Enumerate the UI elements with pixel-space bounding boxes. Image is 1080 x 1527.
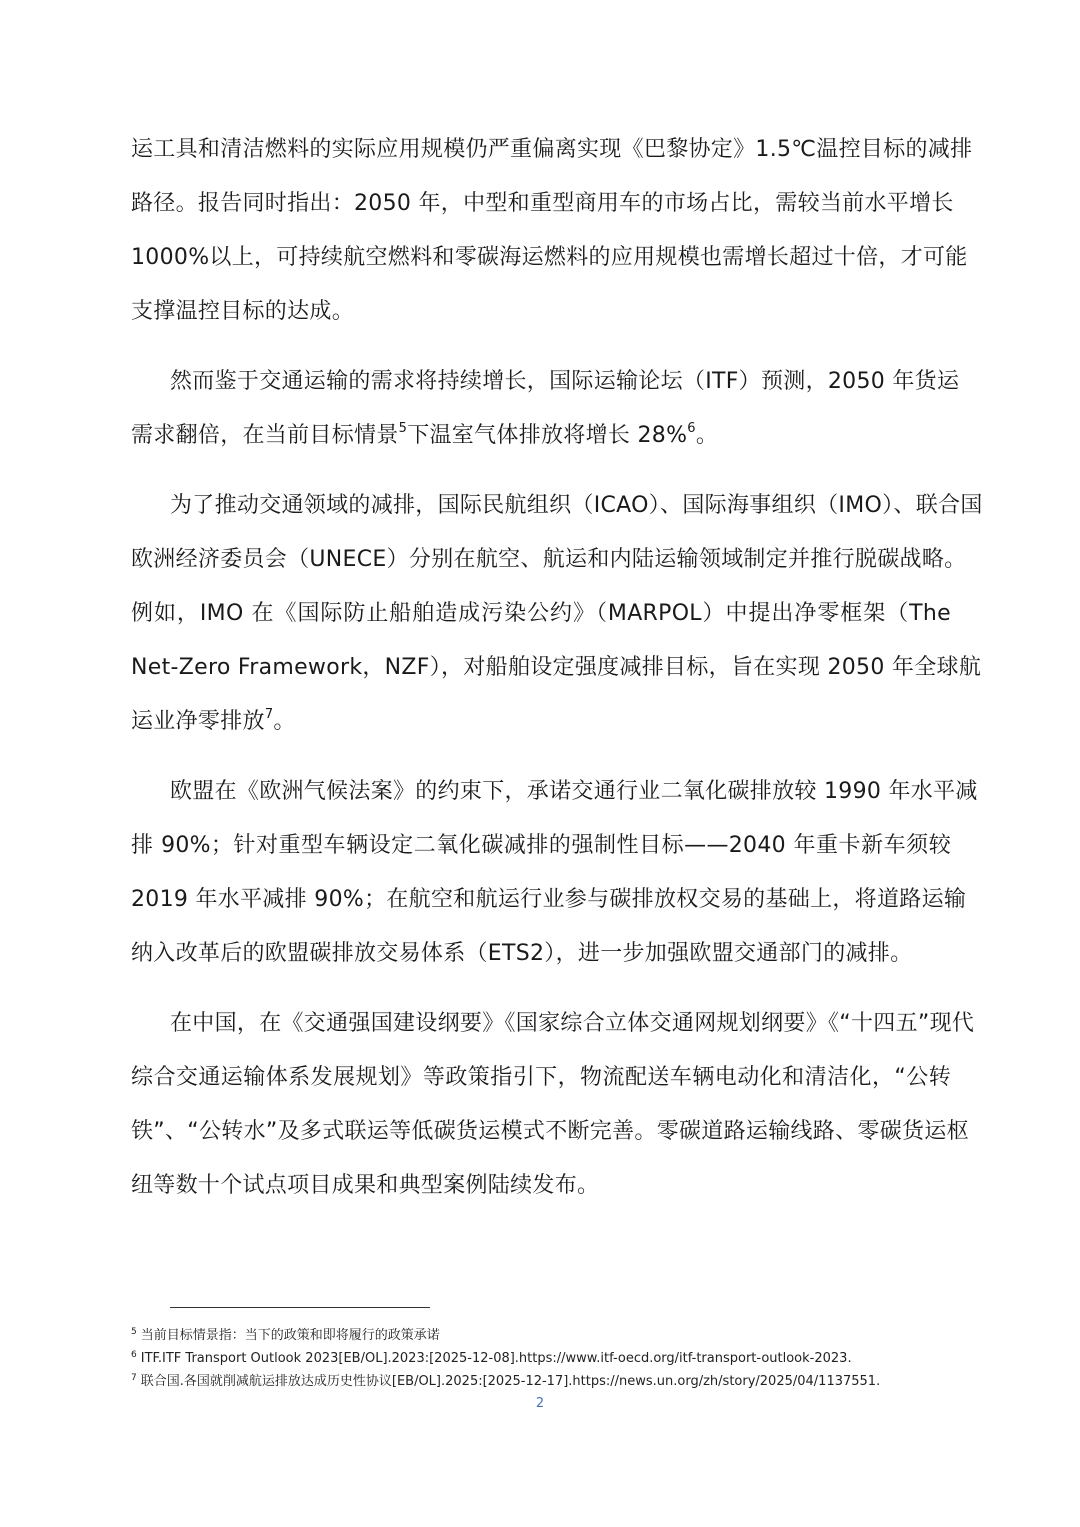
body-text: 下温室气体排放将增长 28% [407,423,688,448]
body-line: 欧洲经济委员会（UNECE）分别在航空、航运和内陆运输领域制定并推行脱碳战略。 [131,547,967,572]
body-line: 1000%以上，可持续航空燃料和零碳海运燃料的应用规模也需增长超过十倍，才可能 [131,245,968,270]
body-line: 铁”、“公转水”及多式联运等低碳货运模式不断完善。零碳道路运输线路、零碳货运枢 [131,1119,969,1144]
body-line: 路径。报告同时指出：2050 年，中型和重型商用车的市场占比，需较当前水平增长 [131,191,954,216]
body-text: 。 [695,423,719,448]
footnote-5 [131,1326,961,1346]
body-line-with-refs [131,704,951,740]
footnote-separator [170,1307,430,1308]
body-line: 2019 年水平减排 90%；在航空和航运行业参与碳排放权交易的基础上，将道路运输 [131,887,967,912]
body-line: 支撑温控目标的达成。 [131,299,355,324]
footnote-ref[interactable]: 5 [398,420,408,436]
body-line: 为了推动交通领域的减排，国际民航组织（ICAO）、国际海事组织（IMO）、联合国 [170,493,983,518]
footnote-number: 6 [131,1349,137,1360]
footnote-text: 当前目标情景指：当下的政策和即将履行的政策承诺 [140,1328,440,1343]
body-line: 排 90%；针对重型车辆设定二氧化碳减排的强制性目标——2040 年重卡新车须较 [131,833,951,858]
body-text: 。 [273,709,296,734]
body-line-with-refs [131,418,951,454]
footnote-text[interactable]: ITF.ITF Transport Outlook 2023[EB/OL].2023:[2025-12-08].https://www.itf-oecd.org/itf-transport-outlook-2023. [140,1351,852,1366]
body-line: 运工具和清洁燃料的实际应用规模仍严重偏离实现《巴黎协定》1.5℃温控目标的减排 [131,137,973,162]
body-line: 在中国，在《交通强国建设纲要》《国家综合立体交通网规划纲要》《“十四五”现代 [170,1011,975,1036]
body-line: 欧盟在《欧洲气候法案》的约束下，承诺交通行业二氧化碳排放较 1990 年水平减 [170,779,978,804]
footnote-number: 7 [131,1372,137,1383]
footnote-6 [131,1349,961,1369]
footnote-number: 5 [131,1326,137,1337]
body-line: 例如，IMO 在《国际防止船舶造成污染公约》（MARPOL）中提出净零框架（The [131,601,951,626]
page-number: 2 [535,1396,545,1411]
body-line: 纽等数十个试点项目成果和典型案例陆续发布。 [131,1173,600,1198]
body-text: 需求翻倍，在当前目标情景 [131,423,399,448]
body-line: Net-Zero Framework，NZF），对船舶设定强度减排目标，旨在实现 2050 年全球航 [131,655,982,680]
body-line: 纳入改革后的欧盟碳排放交易体系（ETS2），进一步加强欧盟交通部门的减排。 [131,941,913,966]
body-text: 运业净零排放 [131,709,265,734]
body-line: 综合交通运输体系发展规划》等政策指引下，物流配送车辆电动化和清洁化，“公转 [131,1065,951,1090]
footnote-text[interactable]: 联合国.各国就削减航运排放达成历史性协议[EB/OL].2025:[2025-12-17].https://news.un.org/zh/story/2025/04/1137551. [140,1374,881,1389]
body-line: 然而鉴于交通运输的需求将持续增长，国际运输论坛（ITF）预测，2050 年货运 [170,369,960,394]
footnote-ref[interactable]: 6 [687,420,696,436]
footnote-7 [131,1372,961,1392]
footnote-ref[interactable]: 7 [264,706,274,722]
